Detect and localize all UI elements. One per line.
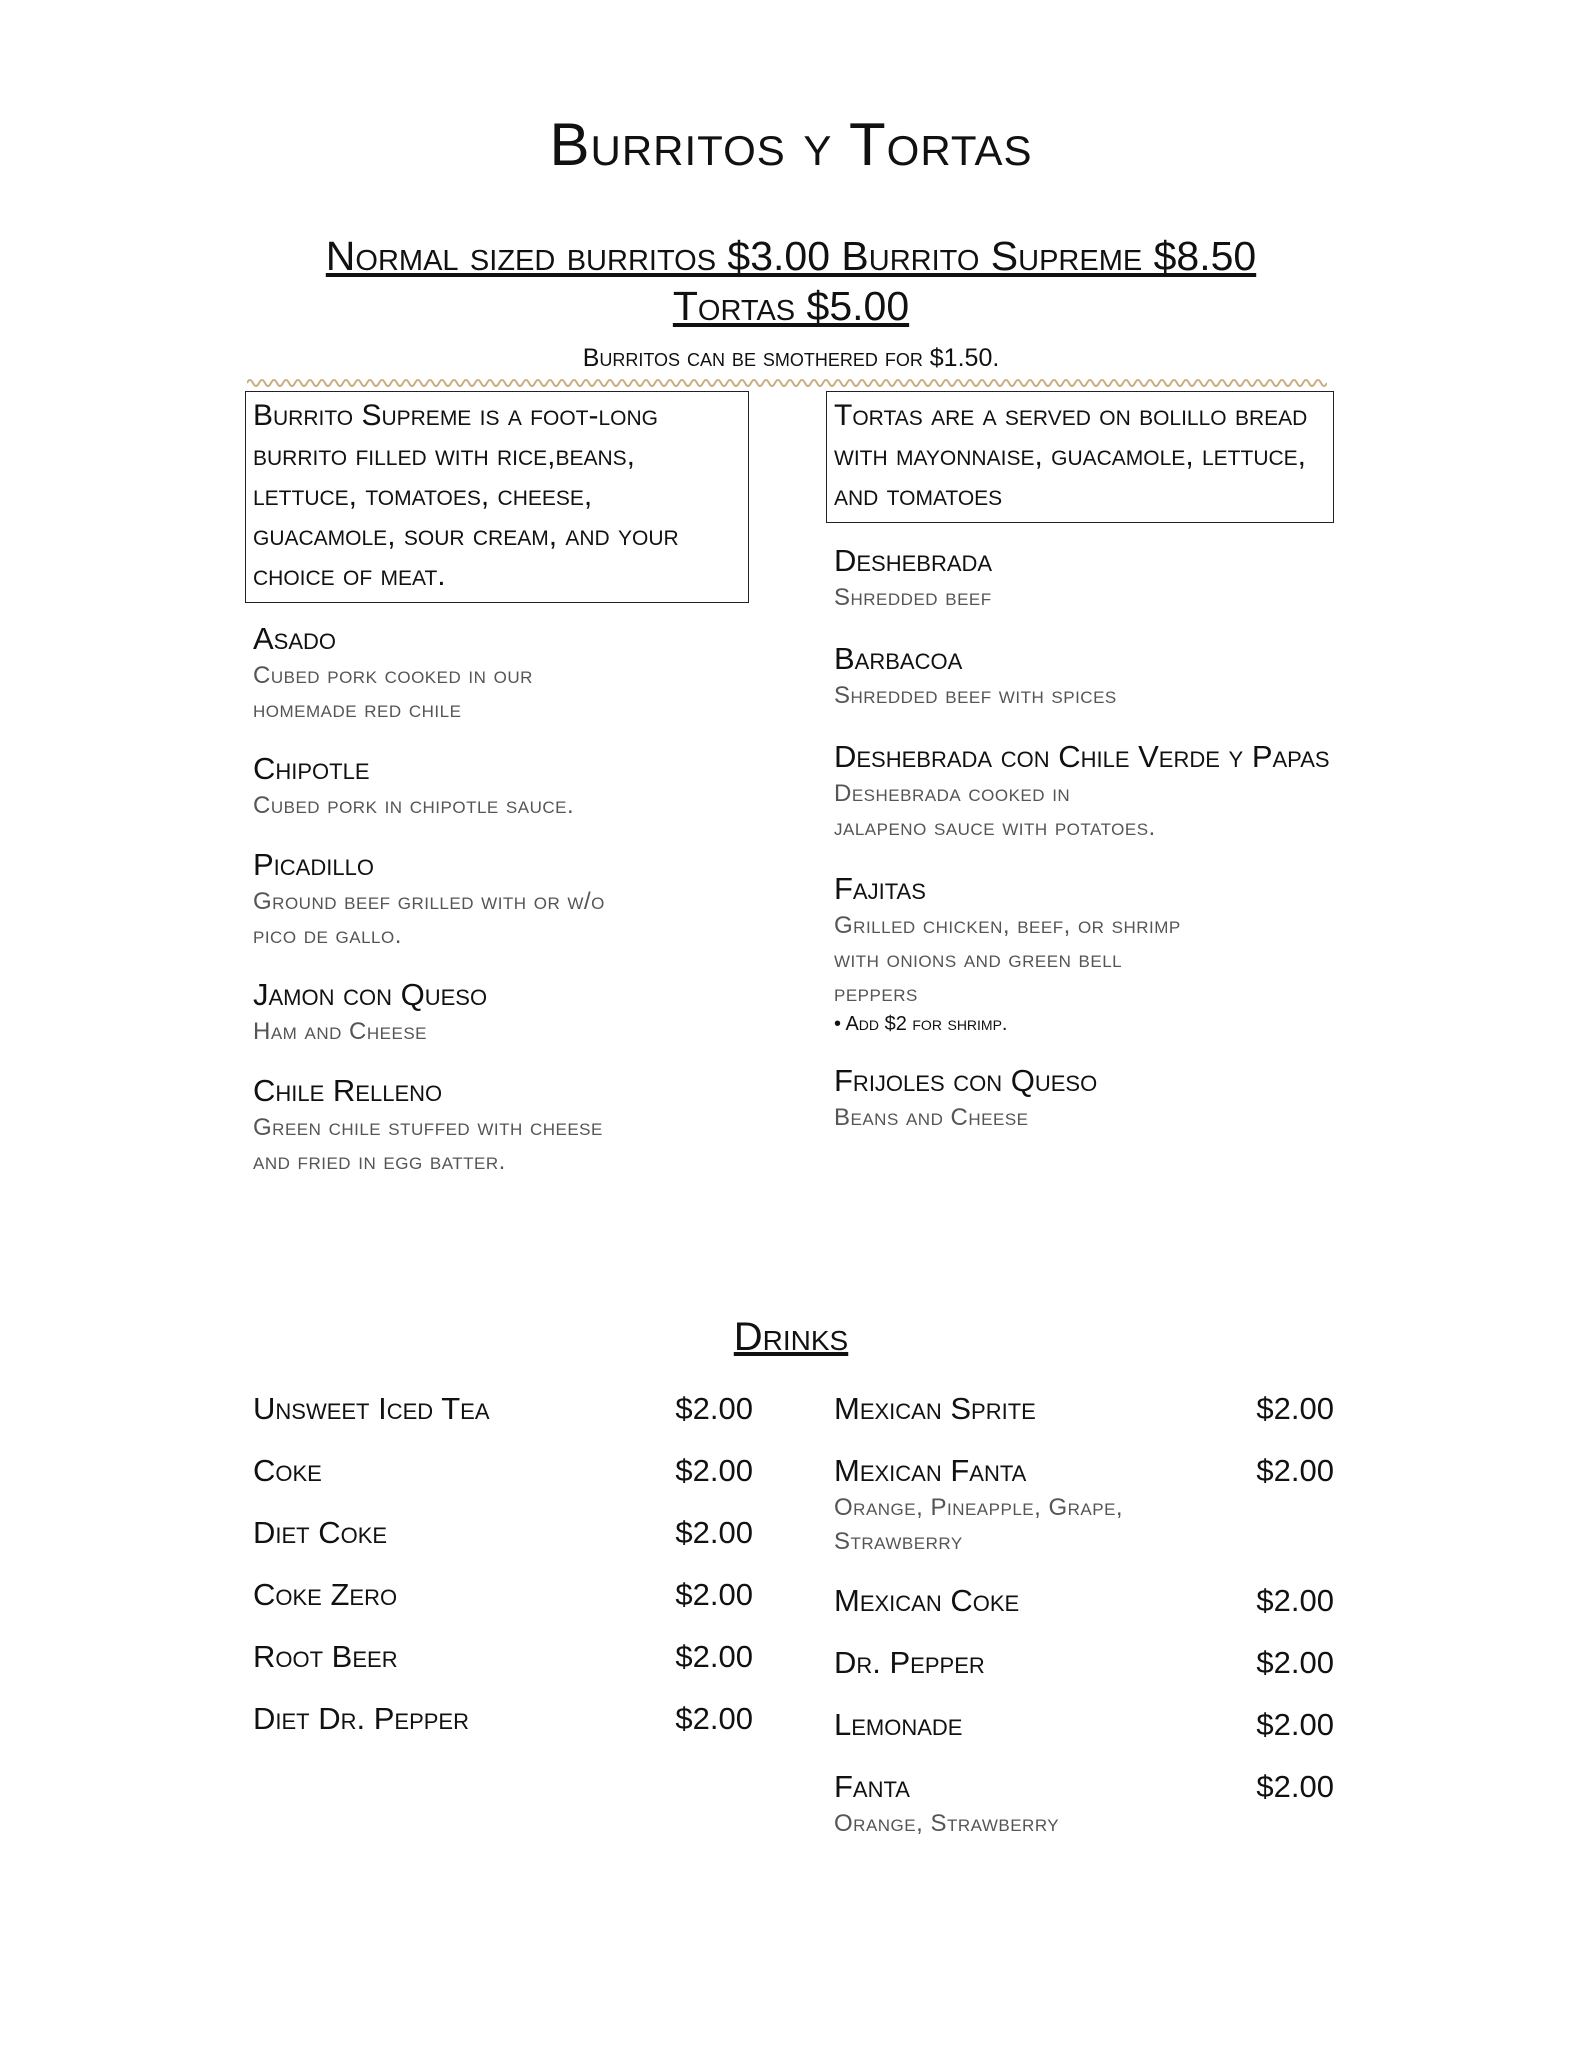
- menu-item: [834, 737, 1346, 845]
- drink-price: $2.00: [675, 1577, 753, 1612]
- drink-row: [834, 1643, 1334, 1683]
- drink-description: Orange, Pineapple, Grape, Strawberry: [834, 1494, 1124, 1555]
- menu-item: [253, 1071, 765, 1179]
- drink-name: Unsweet Iced Tea: [253, 1391, 490, 1426]
- drink-row: [834, 1705, 1334, 1745]
- drink-row: [253, 1575, 753, 1615]
- drink-row: [834, 1767, 1334, 1807]
- drink-row: [253, 1389, 753, 1429]
- tortas-box: Tortas are a served on bolillo bread with mayonnaise, guacamole, lettuce, and tomatoes: [826, 391, 1334, 523]
- menu-item: [253, 975, 765, 1049]
- item-name: Deshebrada con Chile Verde y Papas: [834, 739, 1330, 774]
- drinks-right-column: [834, 1389, 1334, 1841]
- drink-price: $2.00: [675, 1391, 753, 1426]
- menu-item: [253, 619, 765, 727]
- drink-price: $2.00: [675, 1515, 753, 1550]
- item-description: Shredded beef with spices: [834, 682, 1117, 709]
- drink-name: Root Beer: [253, 1639, 398, 1674]
- item-name: Chipotle: [253, 751, 370, 786]
- drink-row: [253, 1513, 753, 1553]
- item-name: Picadillo: [253, 847, 374, 882]
- drink-row: [253, 1451, 753, 1491]
- item-description: Green chile stuffed with cheese and fried in egg batter.: [253, 1114, 603, 1175]
- menu-item: [834, 541, 1346, 615]
- drinks-left-column: [253, 1389, 753, 1739]
- menu-item: [253, 845, 765, 953]
- drink-price: $2.00: [675, 1639, 753, 1674]
- smother-note: Burritos can be smothered for $1.50.: [582, 344, 1000, 372]
- item-description: Ground beef grilled with or w/o pico de gallo.: [253, 888, 605, 949]
- drink-row: [253, 1637, 753, 1677]
- right-column: [826, 391, 1346, 1135]
- item-description: Cubed pork in chipotle sauce.: [253, 792, 575, 819]
- item-note: • Add $2 for shrimp.: [834, 1013, 1008, 1035]
- menu-item: [834, 1061, 1346, 1135]
- drink-name: Dr. Pepper: [834, 1645, 985, 1680]
- drink-price: $2.00: [1256, 1645, 1334, 1680]
- drink-price: $2.00: [1256, 1453, 1334, 1488]
- left-column: [245, 391, 765, 1179]
- drink-name: Mexican Coke: [834, 1583, 1020, 1618]
- drink-name: Lemonade: [834, 1707, 963, 1742]
- price-line-1: Normal sized burritos $3.00 Burrito Supreme $8.50: [325, 233, 1257, 279]
- drink-name: Coke: [253, 1453, 322, 1488]
- drink-price: $2.00: [1256, 1707, 1334, 1742]
- drink-row: [253, 1699, 753, 1739]
- item-name: Frijoles con Queso: [834, 1063, 1098, 1098]
- menu-item: [834, 869, 1346, 1037]
- drink-description: Orange, Strawberry: [834, 1810, 1060, 1837]
- item-description: Shredded beef: [834, 584, 992, 611]
- item-description: Ham and Cheese: [253, 1018, 428, 1045]
- drink-name: Fanta: [834, 1769, 910, 1804]
- drinks-title: Drinks: [733, 1315, 849, 1359]
- drink-price: $2.00: [675, 1453, 753, 1488]
- price-line-2: Tortas $5.00: [672, 283, 910, 329]
- item-name: Chile Relleno: [253, 1073, 443, 1108]
- drink-name: Mexican Sprite: [834, 1391, 1036, 1426]
- item-description: Deshebrada cooked in jalapeno sauce with potatoes.: [834, 780, 1156, 841]
- item-name: Fajitas: [834, 871, 926, 906]
- item-description: Beans and Cheese: [834, 1104, 1029, 1131]
- drink-name: Coke Zero: [253, 1577, 398, 1612]
- menu-item: [253, 749, 765, 823]
- drink-row: [834, 1451, 1334, 1491]
- page-title: Burritos y Tortas: [549, 111, 1033, 178]
- drink-name: Diet Dr. Pepper: [253, 1701, 469, 1736]
- item-name: Deshebrada: [834, 543, 993, 578]
- drink-price: $2.00: [1256, 1391, 1334, 1426]
- drink-row: [834, 1581, 1334, 1621]
- item-name: Asado: [253, 621, 337, 656]
- burrito-supreme-box: Burrito Supreme is a foot-long burrito filled with rice,beans, lettuce, tomatoes, cheese, guacamole, sour cream, and your choice of meat.: [245, 391, 749, 603]
- menu-item: [834, 639, 1346, 713]
- wavy-divider: [247, 376, 1327, 390]
- item-description: Grilled chicken, beef, or shrimp with onions and green bell peppers: [834, 912, 1181, 1007]
- drink-row: [834, 1389, 1334, 1429]
- drink-price: $2.00: [675, 1701, 753, 1736]
- drink-price: $2.00: [1256, 1583, 1334, 1618]
- item-description: Cubed pork cooked in our homemade red chile: [253, 662, 533, 723]
- drink-name: Diet Coke: [253, 1515, 388, 1550]
- drink-name: Mexican Fanta: [834, 1453, 1027, 1488]
- item-name: Barbacoa: [834, 641, 963, 676]
- item-name: Jamon con Queso: [253, 977, 488, 1012]
- drink-price: $2.00: [1256, 1769, 1334, 1804]
